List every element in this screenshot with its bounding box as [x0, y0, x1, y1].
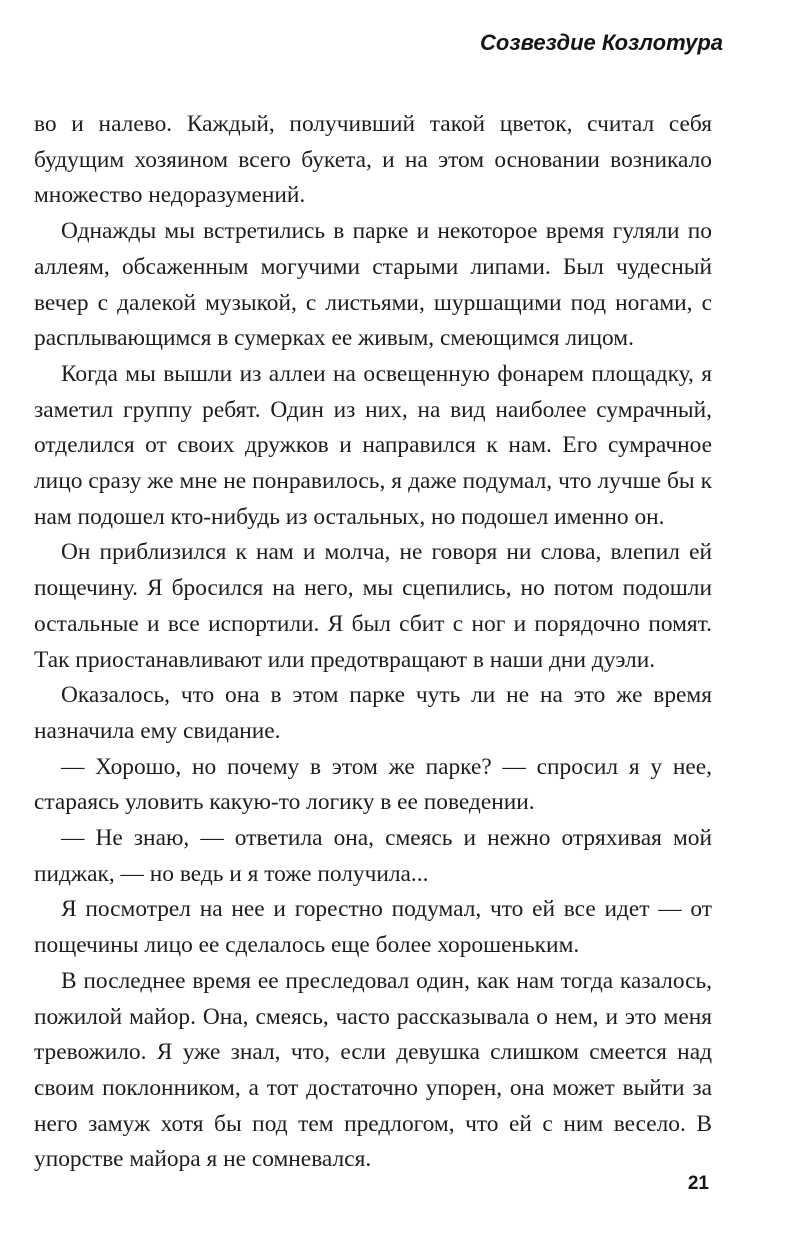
paragraph: В последнее время ее преследовал один, как нам тогда казалось, пожилой майор. Она, смеясь, часто рассказывала о нем, и это меня тревожило. Я уже знал, что, если девушка слишком смеется над своим поклонником, а тот достаточно упорен, она может выйти за него замуж хотя бы под тем предлогом, что ей с ним весело. В упорстве майора я не сомневался. — [34, 967, 712, 1173]
dialogue-paragraph: — Не знаю, — ответила она, смеясь и нежно отряхивая мой пиджак, — но ведь и я тоже получила... — [34, 825, 712, 887]
paragraph: Однажды мы встретились в парке и некоторое время гуляли по аллеям, обсаженным могучими старыми липами. Был чудесный вечер с далекой музыкой, с листьями, шуршащими под ногами, с расплывающимся в сумерках ее живым, смеющимся лицом. — [34, 218, 712, 352]
running-title: Созвездие Козлотура — [480, 30, 723, 55]
dialogue-paragraph: — Хорошо, но почему в этом же парке? — спросил я у нее, стараясь уловить какую-то логику в ее поведении. — [34, 753, 712, 816]
body-text — [34, 107, 712, 1178]
paragraph: Когда мы вышли из аллеи на освещенную фонарем площадку, я заметил группу ребят. Один из них, на вид наиболее сумрачный, отделился от своих дружков и направился к нам. Его сумрачное лицо сразу же мне не понравилось, я даже подумал, что лучше бы к нам подошел кто-нибудь из остальных, но подошел именно он. — [34, 360, 712, 530]
paragraph: Я посмотрел на нее и горестно подумал, что ей все идет — от пощечины лицо ее сделалось еще более хорошеньким. — [34, 896, 712, 959]
paragraph: Оказалось, что она в этом парке чуть ли не на это же время назначила ему свидание. — [34, 682, 712, 744]
paragraph: во и налево. Каждый, получивший такой цветок, считал себя будущим хозяином всего букета, и на этом основании возникало множество недоразумений. — [34, 111, 712, 209]
page-number: 21 — [687, 1173, 709, 1194]
paragraph: Он приблизился к нам и молча, не говоря ни слова, влепил ей пощечину. Я бросился на него, мы сцепились, но потом подошли остальные и все испортили. Я был сбит с ног и порядочно помят. Так приостанавливают или предотвращают в наши дни дуэли. — [34, 539, 712, 673]
